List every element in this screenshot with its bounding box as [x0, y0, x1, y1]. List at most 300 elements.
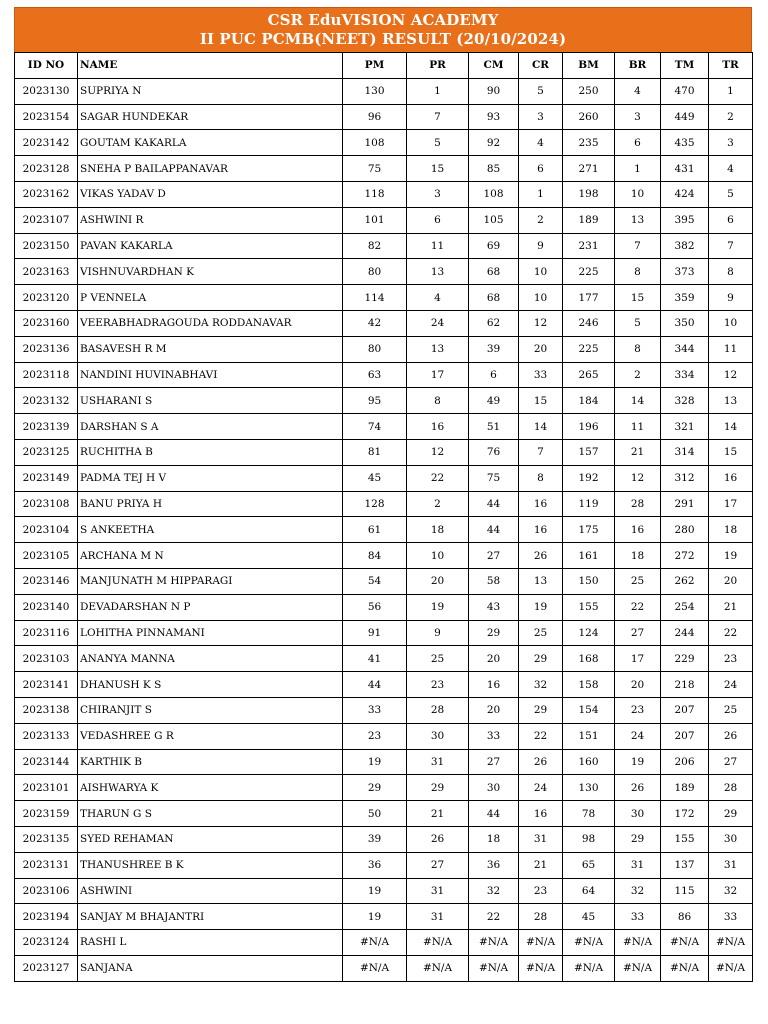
table-row: [15, 181, 753, 207]
cell-br: 32: [615, 878, 661, 904]
table-row: [15, 749, 753, 775]
cell-cr: 29: [519, 646, 563, 672]
table-row: [15, 646, 753, 672]
cell-br: 4: [615, 78, 661, 104]
cell-pr: 11: [407, 233, 469, 259]
cell-pr: 27: [407, 852, 469, 878]
table-row: [15, 620, 753, 646]
cell-id-no: 2023154: [15, 104, 78, 130]
cell-br: 27: [615, 620, 661, 646]
cell-cr: 26: [519, 543, 563, 569]
cell-id-no: 2023159: [15, 801, 78, 827]
cell-cm: 27: [469, 749, 519, 775]
cell-pr: 4: [407, 285, 469, 311]
cell-pm: 23: [343, 723, 407, 749]
cell-tm: 359: [661, 285, 709, 311]
cell-pr: 26: [407, 826, 469, 852]
column-header-cr: CR: [519, 53, 563, 79]
cell-tr: 19: [709, 543, 753, 569]
cell-id-no: 2023105: [15, 543, 78, 569]
cell-cr: 28: [519, 904, 563, 930]
cell-br: 15: [615, 285, 661, 311]
cell-bm: 198: [563, 181, 615, 207]
cell-pr: 2: [407, 491, 469, 517]
cell-pr: 25: [407, 646, 469, 672]
cell-tm: 229: [661, 646, 709, 672]
cell-name: VIKAS YADAV D: [78, 181, 343, 207]
cell-tr: 31: [709, 852, 753, 878]
cell-tm: 395: [661, 207, 709, 233]
table-row: [15, 465, 753, 491]
cell-pm: #N/A: [343, 955, 407, 981]
cell-cm: 68: [469, 259, 519, 285]
table-body: [15, 78, 753, 981]
cell-pr: 23: [407, 672, 469, 698]
cell-cm: 20: [469, 646, 519, 672]
cell-pr: 31: [407, 878, 469, 904]
cell-pm: 19: [343, 904, 407, 930]
column-header-tr: TR: [709, 53, 753, 79]
cell-pm: 91: [343, 620, 407, 646]
table-row: [15, 852, 753, 878]
table-row: [15, 336, 753, 362]
cell-pm: 84: [343, 543, 407, 569]
column-header-id-no: ID NO: [15, 53, 78, 79]
cell-cm: 76: [469, 439, 519, 465]
table-row: [15, 543, 753, 569]
cell-cm: 44: [469, 801, 519, 827]
cell-cr: 15: [519, 388, 563, 414]
cell-br: 2: [615, 362, 661, 388]
table-row: [15, 310, 753, 336]
cell-bm: 155: [563, 594, 615, 620]
cell-pr: 30: [407, 723, 469, 749]
cell-cm: 49: [469, 388, 519, 414]
cell-pm: 63: [343, 362, 407, 388]
cell-pr: 7: [407, 104, 469, 130]
table-row: [15, 775, 753, 801]
cell-pr: 17: [407, 362, 469, 388]
cell-tm: 254: [661, 594, 709, 620]
cell-cm: 36: [469, 852, 519, 878]
cell-tm: 207: [661, 723, 709, 749]
cell-pr: 13: [407, 259, 469, 285]
cell-id-no: 2023128: [15, 156, 78, 182]
cell-id-no: 2023138: [15, 697, 78, 723]
cell-tr: 3: [709, 130, 753, 156]
cell-tm: 291: [661, 491, 709, 517]
table-row: [15, 388, 753, 414]
cell-tr: 20: [709, 568, 753, 594]
cell-tr: 18: [709, 517, 753, 543]
column-header-pm: PM: [343, 53, 407, 79]
cell-cm: 29: [469, 620, 519, 646]
cell-name: KARTHIK B: [78, 749, 343, 775]
cell-tm: #N/A: [661, 955, 709, 981]
cell-br: 25: [615, 568, 661, 594]
cell-bm: 157: [563, 439, 615, 465]
cell-bm: 184: [563, 388, 615, 414]
cell-bm: 260: [563, 104, 615, 130]
table-row: [15, 723, 753, 749]
cell-tr: 10: [709, 310, 753, 336]
cell-name: SANJAY M BHAJANTRI: [78, 904, 343, 930]
cell-pm: 114: [343, 285, 407, 311]
cell-cr: 1: [519, 181, 563, 207]
cell-br: 5: [615, 310, 661, 336]
cell-cr: 10: [519, 285, 563, 311]
cell-tr: 22: [709, 620, 753, 646]
cell-id-no: 2023163: [15, 259, 78, 285]
cell-tm: 218: [661, 672, 709, 698]
cell-cm: 58: [469, 568, 519, 594]
cell-tm: 344: [661, 336, 709, 362]
cell-tm: 328: [661, 388, 709, 414]
cell-bm: 192: [563, 465, 615, 491]
cell-br: 13: [615, 207, 661, 233]
cell-cr: 16: [519, 801, 563, 827]
cell-tr: 30: [709, 826, 753, 852]
cell-tr: 1: [709, 78, 753, 104]
cell-pr: 24: [407, 310, 469, 336]
cell-tm: 350: [661, 310, 709, 336]
cell-bm: 151: [563, 723, 615, 749]
cell-bm: 119: [563, 491, 615, 517]
cell-cm: 93: [469, 104, 519, 130]
cell-cm: 27: [469, 543, 519, 569]
cell-pm: 42: [343, 310, 407, 336]
cell-tm: 312: [661, 465, 709, 491]
cell-pm: 130: [343, 78, 407, 104]
cell-bm: 177: [563, 285, 615, 311]
cell-name: SNEHA P BAILAPPANAVAR: [78, 156, 343, 182]
cell-tr: 28: [709, 775, 753, 801]
column-header-tm: TM: [661, 53, 709, 79]
cell-bm: 189: [563, 207, 615, 233]
cell-pm: 95: [343, 388, 407, 414]
cell-cm: #N/A: [469, 955, 519, 981]
cell-pr: 31: [407, 749, 469, 775]
cell-pm: 19: [343, 878, 407, 904]
cell-tm: 206: [661, 749, 709, 775]
cell-br: 14: [615, 388, 661, 414]
cell-cr: 8: [519, 465, 563, 491]
cell-cm: 22: [469, 904, 519, 930]
cell-id-no: 2023141: [15, 672, 78, 698]
column-header-cm: CM: [469, 53, 519, 79]
cell-cm: 108: [469, 181, 519, 207]
cell-tm: 280: [661, 517, 709, 543]
cell-bm: 45: [563, 904, 615, 930]
cell-tm: 321: [661, 414, 709, 440]
cell-pm: 81: [343, 439, 407, 465]
cell-pr: 9: [407, 620, 469, 646]
cell-tm: 86: [661, 904, 709, 930]
cell-id-no: 2023149: [15, 465, 78, 491]
cell-cr: 32: [519, 672, 563, 698]
cell-name: ASHWINI R: [78, 207, 343, 233]
cell-bm: 130: [563, 775, 615, 801]
cell-name: CHIRANJIT S: [78, 697, 343, 723]
cell-br: 28: [615, 491, 661, 517]
cell-pr: 13: [407, 336, 469, 362]
cell-name: DHANUSH K S: [78, 672, 343, 698]
cell-cr: 9: [519, 233, 563, 259]
result-subtitle: II PUC PCMB(NEET) RESULT (20/10/2024): [199, 30, 567, 48]
table-row: [15, 285, 753, 311]
cell-id-no: 2023104: [15, 517, 78, 543]
column-header-pr: PR: [407, 53, 469, 79]
cell-name: SUPRIYA N: [78, 78, 343, 104]
cell-bm: 265: [563, 362, 615, 388]
cell-tr: 32: [709, 878, 753, 904]
table-header-row: [15, 53, 753, 79]
cell-name: PAVAN KAKARLA: [78, 233, 343, 259]
cell-cm: 20: [469, 697, 519, 723]
cell-name: VEDASHREE G R: [78, 723, 343, 749]
cell-id-no: 2023132: [15, 388, 78, 414]
cell-pr: 8: [407, 388, 469, 414]
cell-pr: 19: [407, 594, 469, 620]
cell-id-no: 2023118: [15, 362, 78, 388]
cell-id-no: 2023142: [15, 130, 78, 156]
cell-tr: 7: [709, 233, 753, 259]
cell-cm: 69: [469, 233, 519, 259]
cell-cm: 30: [469, 775, 519, 801]
cell-name: RUCHITHA B: [78, 439, 343, 465]
cell-bm: 160: [563, 749, 615, 775]
cell-cm: 75: [469, 465, 519, 491]
cell-cm: 32: [469, 878, 519, 904]
cell-br: 24: [615, 723, 661, 749]
cell-cm: 6: [469, 362, 519, 388]
cell-tm: 424: [661, 181, 709, 207]
cell-pm: 128: [343, 491, 407, 517]
cell-bm: 235: [563, 130, 615, 156]
cell-name: RASHI L: [78, 930, 343, 956]
cell-name: BASAVESH R M: [78, 336, 343, 362]
cell-id-no: 2023106: [15, 878, 78, 904]
cell-name: AISHWARYA K: [78, 775, 343, 801]
cell-tr: 21: [709, 594, 753, 620]
cell-name: VISHNUVARDHAN K: [78, 259, 343, 285]
cell-br: 26: [615, 775, 661, 801]
cell-pr: 31: [407, 904, 469, 930]
cell-pr: 21: [407, 801, 469, 827]
table-row: [15, 130, 753, 156]
cell-pm: 41: [343, 646, 407, 672]
cell-tm: 382: [661, 233, 709, 259]
cell-bm: 225: [563, 336, 615, 362]
cell-tr: 24: [709, 672, 753, 698]
cell-tr: 14: [709, 414, 753, 440]
cell-name: GOUTAM KAKARLA: [78, 130, 343, 156]
cell-br: 21: [615, 439, 661, 465]
cell-tm: 115: [661, 878, 709, 904]
cell-cm: 85: [469, 156, 519, 182]
cell-bm: 161: [563, 543, 615, 569]
cell-pm: 96: [343, 104, 407, 130]
cell-cr: 31: [519, 826, 563, 852]
table-row: [15, 568, 753, 594]
cell-bm: 64: [563, 878, 615, 904]
cell-pr: 10: [407, 543, 469, 569]
cell-pr: 28: [407, 697, 469, 723]
cell-br: 33: [615, 904, 661, 930]
cell-name: SANJANA: [78, 955, 343, 981]
cell-tr: 17: [709, 491, 753, 517]
cell-pm: 82: [343, 233, 407, 259]
cell-cr: 6: [519, 156, 563, 182]
cell-pm: 29: [343, 775, 407, 801]
cell-pm: 101: [343, 207, 407, 233]
cell-bm: 175: [563, 517, 615, 543]
cell-cr: 14: [519, 414, 563, 440]
cell-name: P VENNELA: [78, 285, 343, 311]
cell-pr: 16: [407, 414, 469, 440]
cell-br: 8: [615, 336, 661, 362]
cell-tm: 189: [661, 775, 709, 801]
cell-name: DARSHAN S A: [78, 414, 343, 440]
cell-tr: #N/A: [709, 930, 753, 956]
cell-name: LOHITHA PINNAMANI: [78, 620, 343, 646]
cell-tm: 272: [661, 543, 709, 569]
cell-cr: 10: [519, 259, 563, 285]
table-row: [15, 233, 753, 259]
cell-cm: 39: [469, 336, 519, 362]
cell-name: ASHWINI: [78, 878, 343, 904]
table-row: [15, 207, 753, 233]
cell-cm: 68: [469, 285, 519, 311]
cell-id-no: 2023116: [15, 620, 78, 646]
cell-br: 6: [615, 130, 661, 156]
cell-name: SAGAR HUNDEKAR: [78, 104, 343, 130]
table-row: [15, 594, 753, 620]
cell-cr: 16: [519, 517, 563, 543]
cell-cr: 23: [519, 878, 563, 904]
cell-cr: 13: [519, 568, 563, 594]
cell-name: SYED REHAMAN: [78, 826, 343, 852]
table-row: [15, 156, 753, 182]
cell-cm: 51: [469, 414, 519, 440]
cell-id-no: 2023133: [15, 723, 78, 749]
cell-id-no: 2023144: [15, 749, 78, 775]
cell-br: 29: [615, 826, 661, 852]
cell-cr: 24: [519, 775, 563, 801]
cell-bm: 158: [563, 672, 615, 698]
cell-br: 12: [615, 465, 661, 491]
cell-br: 31: [615, 852, 661, 878]
cell-br: 22: [615, 594, 661, 620]
cell-cr: 26: [519, 749, 563, 775]
cell-bm: 225: [563, 259, 615, 285]
cell-bm: 78: [563, 801, 615, 827]
cell-pr: 22: [407, 465, 469, 491]
cell-tr: 8: [709, 259, 753, 285]
cell-bm: 246: [563, 310, 615, 336]
cell-name: THANUSHREE B K: [78, 852, 343, 878]
cell-br: 7: [615, 233, 661, 259]
results-table: [14, 52, 753, 982]
cell-tm: 470: [661, 78, 709, 104]
cell-id-no: 2023135: [15, 826, 78, 852]
cell-name: PADMA TEJ H V: [78, 465, 343, 491]
cell-tm: 207: [661, 697, 709, 723]
cell-id-no: 2023125: [15, 439, 78, 465]
cell-pm: 44: [343, 672, 407, 698]
cell-cm: 18: [469, 826, 519, 852]
table-row: [15, 878, 753, 904]
cell-cr: 12: [519, 310, 563, 336]
cell-pm: 33: [343, 697, 407, 723]
cell-bm: 98: [563, 826, 615, 852]
cell-tr: 13: [709, 388, 753, 414]
column-header-br: BR: [615, 53, 661, 79]
cell-pr: 18: [407, 517, 469, 543]
cell-pm: 45: [343, 465, 407, 491]
cell-tr: 16: [709, 465, 753, 491]
cell-cm: 92: [469, 130, 519, 156]
cell-pm: 19: [343, 749, 407, 775]
cell-tr: 9: [709, 285, 753, 311]
cell-pm: 75: [343, 156, 407, 182]
cell-tr: 23: [709, 646, 753, 672]
cell-pr: 6: [407, 207, 469, 233]
cell-pr: #N/A: [407, 955, 469, 981]
cell-id-no: 2023107: [15, 207, 78, 233]
column-header-name: NAME: [78, 53, 343, 79]
cell-cr: 29: [519, 697, 563, 723]
cell-name: DEVADARSHAN N P: [78, 594, 343, 620]
table-row: [15, 826, 753, 852]
cell-id-no: 2023124: [15, 930, 78, 956]
cell-pm: 80: [343, 259, 407, 285]
cell-br: 20: [615, 672, 661, 698]
table-row: [15, 930, 753, 956]
cell-cr: #N/A: [519, 930, 563, 956]
cell-bm: 271: [563, 156, 615, 182]
cell-id-no: 2023108: [15, 491, 78, 517]
cell-pr: #N/A: [407, 930, 469, 956]
cell-name: MANJUNATH M HIPPARAGI: [78, 568, 343, 594]
cell-tr: 25: [709, 697, 753, 723]
cell-bm: 124: [563, 620, 615, 646]
cell-bm: #N/A: [563, 930, 615, 956]
cell-br: 11: [615, 414, 661, 440]
result-sheet: [14, 7, 752, 982]
cell-tm: 244: [661, 620, 709, 646]
cell-br: 16: [615, 517, 661, 543]
cell-tm: 137: [661, 852, 709, 878]
cell-tr: 26: [709, 723, 753, 749]
cell-cr: 2: [519, 207, 563, 233]
cell-id-no: 2023150: [15, 233, 78, 259]
cell-pr: 29: [407, 775, 469, 801]
cell-id-no: 2023140: [15, 594, 78, 620]
table-row: [15, 517, 753, 543]
cell-tm: 314: [661, 439, 709, 465]
cell-tm: 373: [661, 259, 709, 285]
cell-cm: 90: [469, 78, 519, 104]
cell-tr: 15: [709, 439, 753, 465]
cell-cr: 21: [519, 852, 563, 878]
cell-br: 18: [615, 543, 661, 569]
cell-br: 17: [615, 646, 661, 672]
cell-id-no: 2023103: [15, 646, 78, 672]
cell-br: 23: [615, 697, 661, 723]
cell-tr: 29: [709, 801, 753, 827]
cell-tm: 155: [661, 826, 709, 852]
